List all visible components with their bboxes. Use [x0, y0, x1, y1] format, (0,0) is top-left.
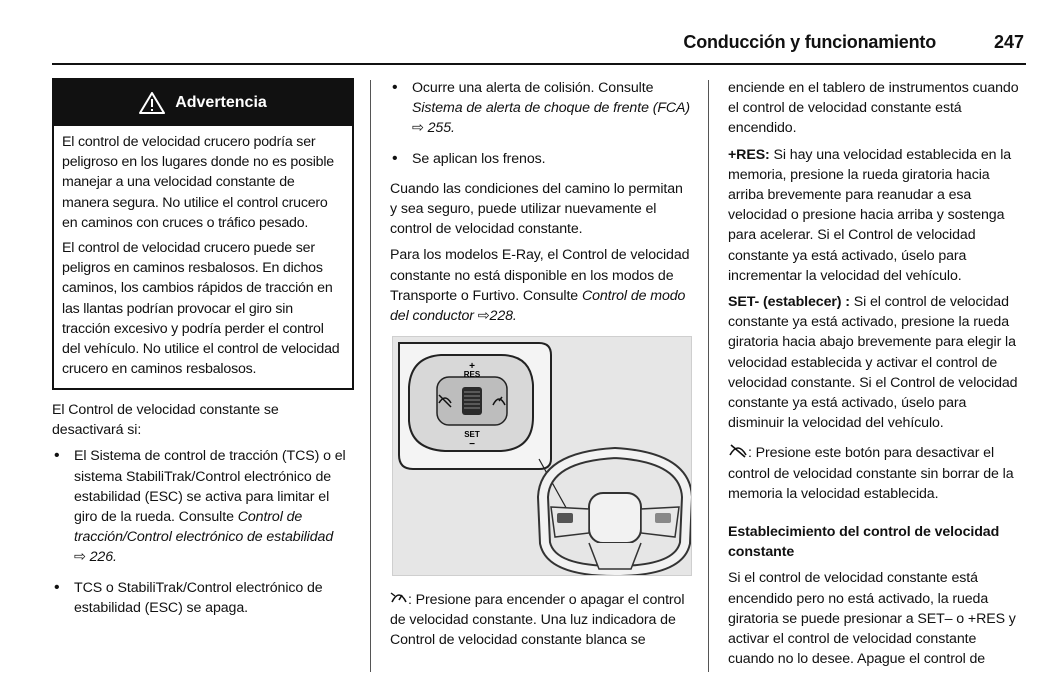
- paragraph: Para los modelos E-Ray, el Control de velocidad constante no está disponible en los modos de Transporte o Furtivo. Consulte Control de modo del conductor ⇨228.: [390, 247, 690, 325]
- deactivation-list-cont: [390, 78, 692, 169]
- paragraph: enciende en el tablero de instrumentos cuando el control de velocidad constante está encendido.: [728, 80, 1019, 137]
- column-2: [390, 78, 692, 332]
- list-item-text: El Sistema de control de tracción (TCS) o el sistema StabiliTrak/Control electrónico de estabilidad (ESC) se activa para limitar el giro de la rueda. Consulte: [74, 448, 346, 526]
- paragraph: Cuando las condiciones del camino lo permitan y sea seguro, puede utilizar nuevamente el control de velocidad constante.: [390, 180, 683, 238]
- res-key: +RES:: [728, 146, 770, 163]
- page-ref-arrow: ⇨: [477, 308, 490, 325]
- warning-header: [54, 80, 352, 126]
- list-item: • TCS o StabiliTrak/Control electrónico de estabilidad (ESC) se apaga.: [52, 578, 352, 618]
- header-rule: [52, 63, 1026, 65]
- steering-wheel: [543, 453, 687, 571]
- minus-label: −: [469, 439, 475, 450]
- deactivation-intro: El Control de velocidad constante se desactivará si:: [52, 402, 279, 439]
- cancel-cruise-icon: [728, 444, 748, 458]
- section-subheading: Establecimiento del control de velocidad constante: [728, 524, 1000, 561]
- steering-wheel-illustration: [393, 337, 691, 575]
- warning-triangle-icon: [139, 92, 165, 114]
- warning-body: [54, 126, 352, 379]
- list-item-text: Ocurre una alerta de colisión. Consulte: [412, 80, 654, 96]
- cruise-on-off-description: [390, 590, 690, 651]
- column-1: [52, 400, 352, 628]
- plus-label: +: [469, 361, 475, 372]
- column-2-caption: [390, 590, 690, 657]
- warning-box: [52, 78, 354, 390]
- column-divider-2: [708, 80, 709, 672]
- page-ref-arrow: ⇨: [74, 549, 86, 566]
- page-ref-arrow: ⇨: [412, 120, 424, 137]
- cross-reference-link[interactable]: Control de tracción/Control electrónico de estabilidad: [74, 509, 334, 546]
- cancel-description: [728, 443, 1026, 504]
- column-3: [728, 78, 1026, 675]
- set-key: SET- (establecer) :: [728, 294, 850, 311]
- cancel-text: : Presione este botón para desactivar el control de velocidad constante sin borrar de la memoria la velocidad establecida.: [728, 445, 1014, 502]
- res-description: [728, 145, 1026, 286]
- steering-wheel-figure: [392, 336, 692, 576]
- list-item: • El Sistema de control de tracción (TCS) o el sistema StabiliTrak/Control electrónico de estabilidad (ESC) se activa para limitar el giro de la rueda. Consulte Control de tracción/Control electrónico de estabilidad ⇨ 226.: [52, 446, 352, 567]
- page-ref[interactable]: 226: [89, 549, 114, 566]
- page-ref[interactable]: 255: [427, 120, 452, 137]
- res-label: RES: [463, 370, 481, 379]
- cruise-on-off-icon: [390, 591, 408, 605]
- set-description: [728, 292, 1026, 433]
- warning-paragraph: El control de velocidad crucero podría ser peligroso en los lugares donde no es posible manejar a una velocidad constante de manera segura. No utilice el control crucero en caminos con cruces o tráfico pesado.: [62, 134, 334, 231]
- list-item: • Se aplican los frenos.: [390, 149, 692, 169]
- paragraph: Si el control de velocidad constante está encendido pero no está activado, la rueda giratoria se puede presionar a SET– o +RES y activar el control de velocidad constante cuando no lo desee. Apague el control de: [728, 570, 1016, 668]
- res-text: Si hay una velocidad establecida en la memoria, presione la rueda giratoria hacia arriba brevemente para reanudar a esa velocidad o presione hacia arriba y sostenga para acelerar. Si el Control de velocidad constante ya está activado, úselo para incrementar la velocidad del vehículo.: [728, 146, 1012, 284]
- page-number: 247: [993, 32, 1024, 52]
- cruise-on-off-text: : Presione para encender o apagar el control de velocidad constante. Una luz indicadora de Control de velocidad constante blanca se: [390, 592, 685, 649]
- page-ref[interactable]: 228: [489, 308, 513, 325]
- list-item: • Ocurre una alerta de colisión. Consulte Sistema de alerta de choque de frente (FCA) ⇨ 255.: [390, 78, 692, 139]
- warning-paragraph: El control de velocidad crucero puede ser peligros en caminos resbalosos. En dichos caminos, los cambios rápidos de tracción en las llantas podrían provocar el giro sin tracción excesivo y podría perder el control del vehículo. No utilice el control de velocidad crucero en caminos resbalosos.: [62, 240, 340, 378]
- set-label: SET: [464, 430, 480, 439]
- deactivation-list: [52, 446, 352, 618]
- cross-reference-link[interactable]: Control de modo del conductor: [390, 287, 686, 325]
- paragraph-text: Para los modelos E-Ray, el Control de velocidad constante no está disponible en los modos de Transporte o Furtivo. Consulte: [390, 247, 690, 304]
- page-title: Conducción y funcionamiento: [683, 32, 936, 52]
- column-divider-1: [370, 80, 371, 672]
- warning-title: Advertencia: [175, 94, 267, 111]
- set-text: Si el control de velocidad constante ya está activado, presione la rueda giratoria hacia abajo brevemente para elegir la velocidad establecida y activar el control de velocidad constante. Si el Control de velocidad constante ya está activado, úselo para disminuir la velocidad del vehículo.: [728, 294, 1018, 432]
- cross-reference-link[interactable]: Sistema de alerta de choque de frente (FCA): [412, 100, 691, 117]
